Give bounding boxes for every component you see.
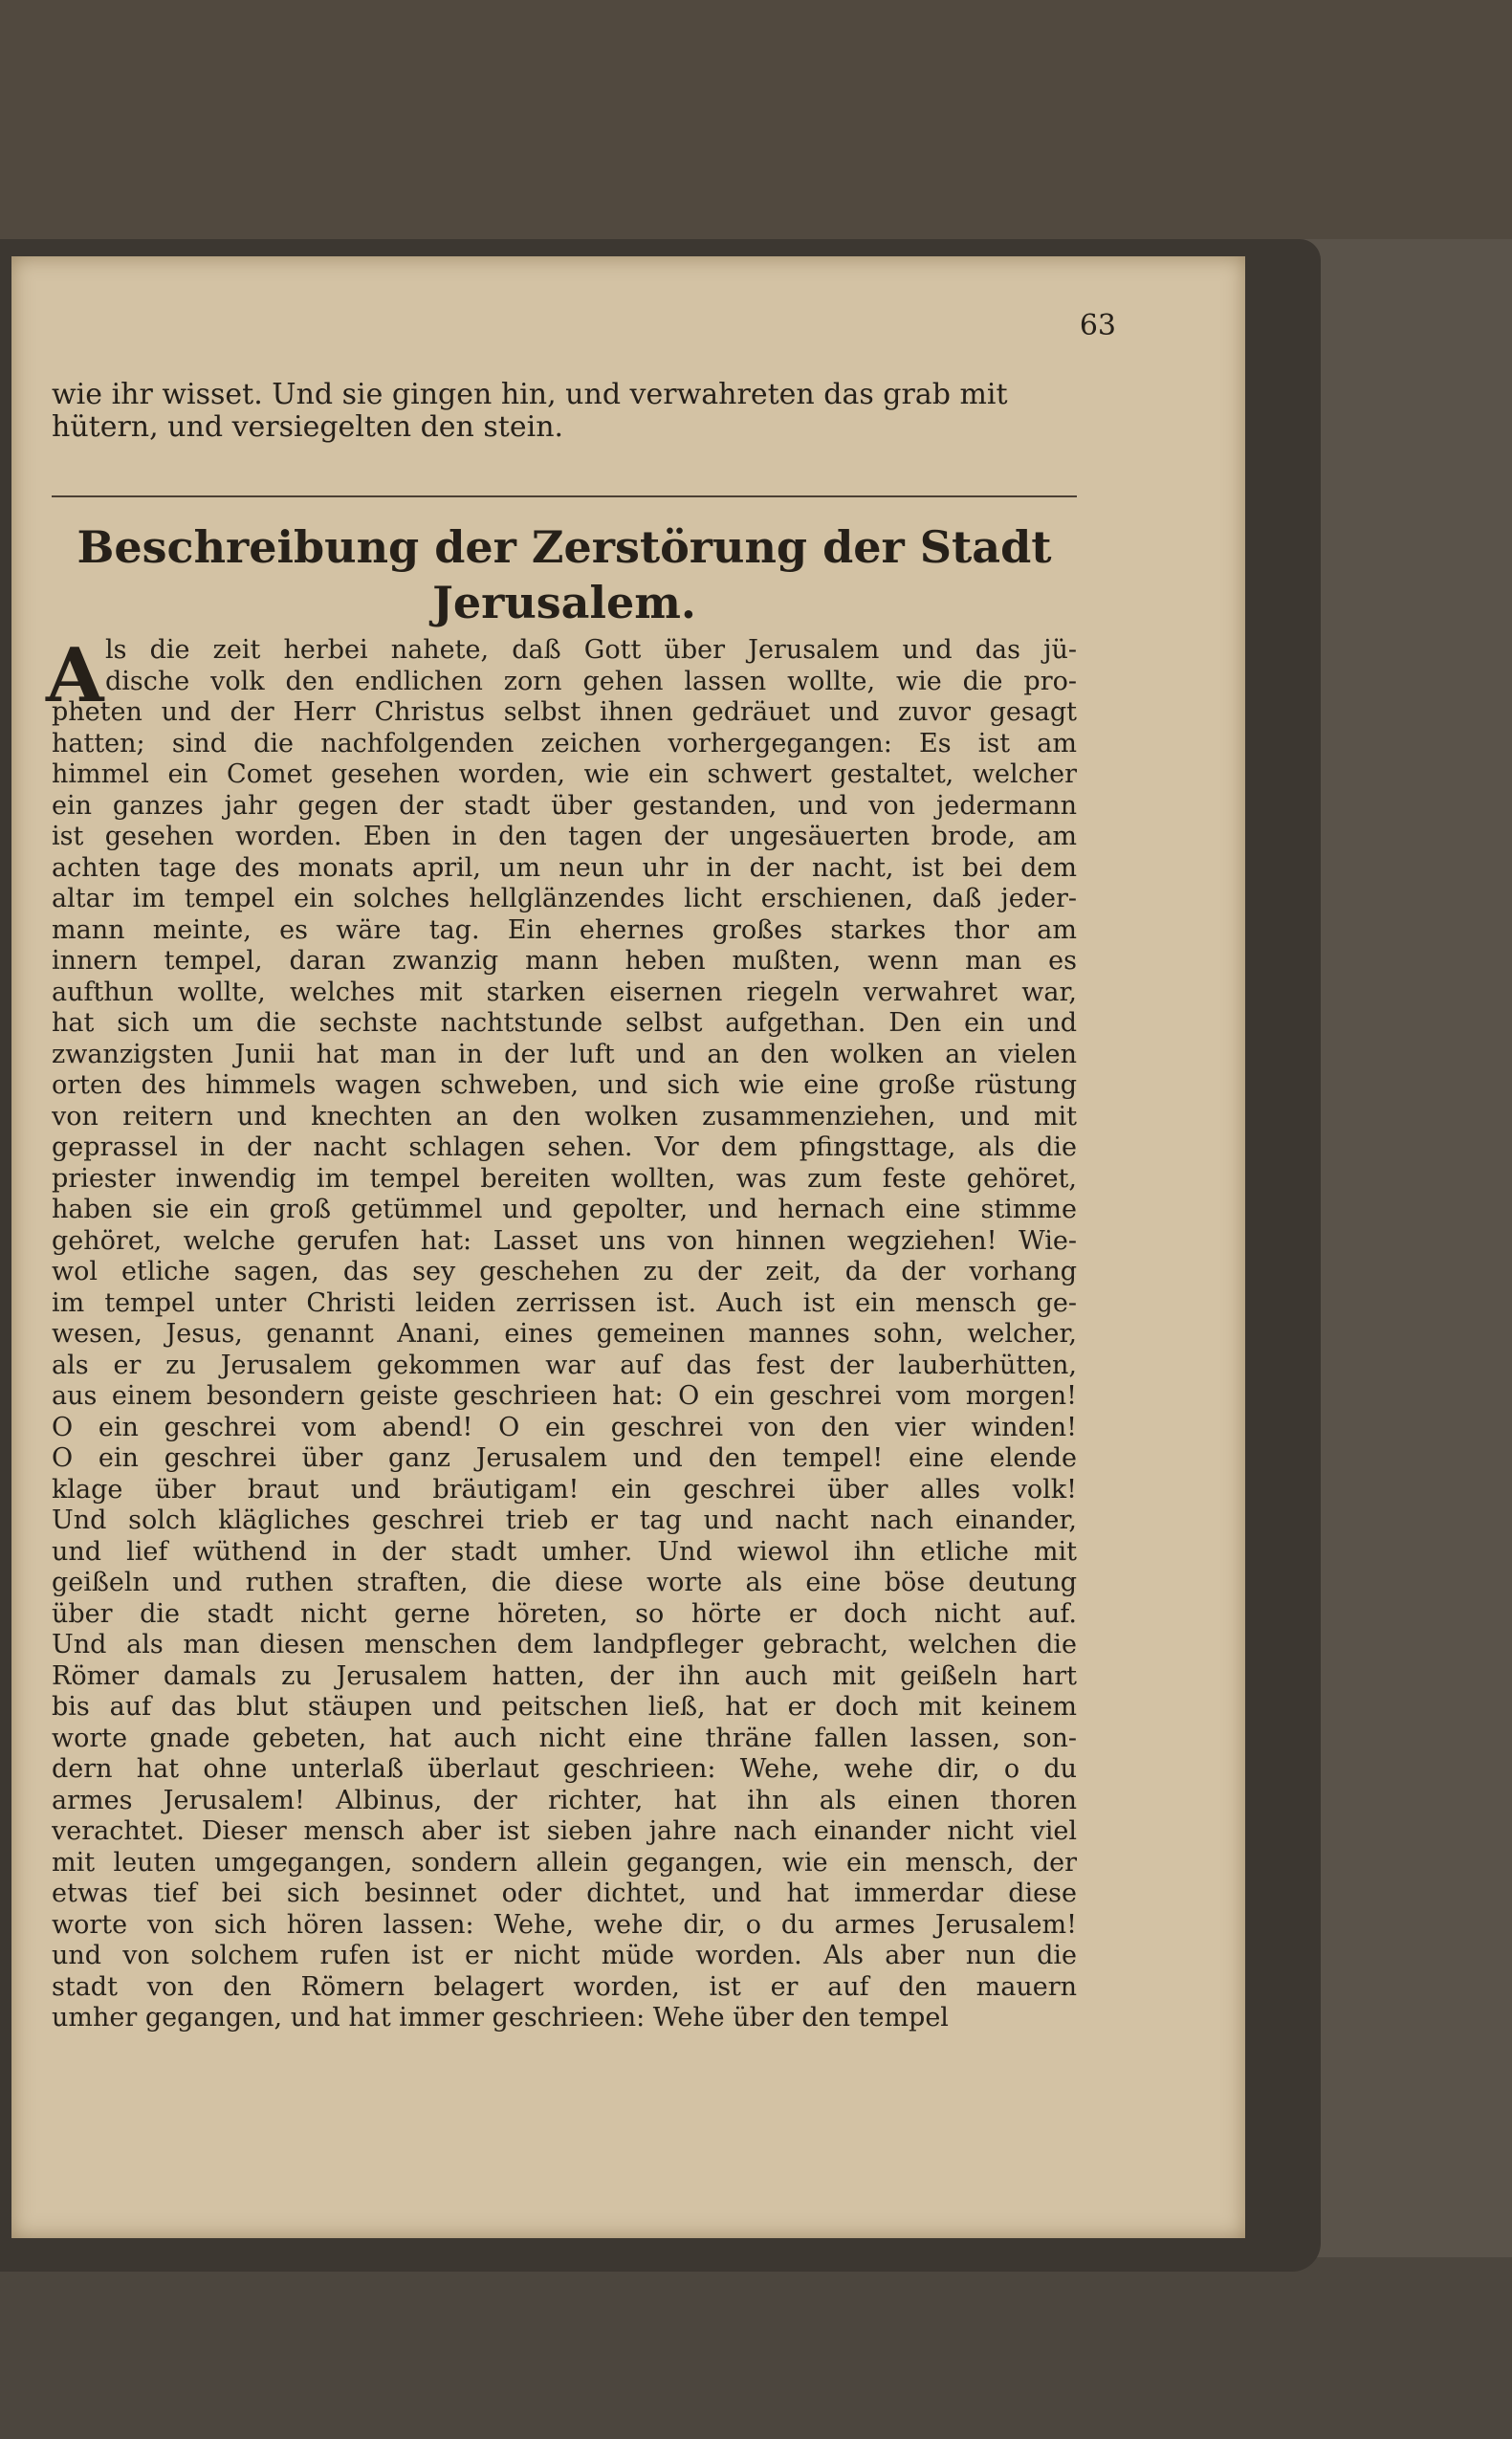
body-line: dische volk den endlichen zorn gehen lassen wollte, wie die pro-	[105, 666, 1077, 696]
page-number: 63	[1079, 309, 1116, 342]
body-line: armes Jerusalem! Albinus, der richter, hat ihn als einen thoren	[52, 1785, 1077, 1815]
body-line: Römer damals zu Jerusalem hatten, der ihn auch mit geißeln hart	[52, 1660, 1077, 1691]
body-line: pheten und der Herr Christus selbst ihnen gedräuet und zuvor gesagt	[52, 697, 1077, 727]
body-line: O ein geschrei über ganz Jerusalem und den tempel! eine elende	[52, 1443, 1077, 1473]
body-line: innern tempel, daran zwanzig mann heben mußten, wenn man es	[52, 946, 1077, 976]
background-top	[0, 0, 1512, 239]
body-line: Und solch klägliches geschrei trieb er tag und nacht nach einander,	[52, 1505, 1077, 1535]
body-line: O ein geschrei vom abend! O ein geschrei von den vier winden!	[52, 1412, 1077, 1442]
body-line: worte gnade gebeten, hat auch nicht eine thräne fallen lassen, son-	[52, 1723, 1077, 1753]
section-heading	[52, 519, 1077, 630]
body-line: bis auf das blut stäupen und peitschen ließ, hat er doch mit keinem	[52, 1692, 1077, 1722]
intro-line: hütern, und versiegelten den stein.	[52, 410, 564, 444]
background-bottom	[0, 2257, 1512, 2439]
body-line: wol etliche sagen, das sey geschehen zu der zeit, da der vorhang	[52, 1257, 1077, 1286]
body-line: ist gesehen worden. Eben in den tagen der ungesäuerten brode, am	[52, 822, 1077, 851]
body-line: geprassel in der nacht schlagen sehen. Vor dem pfingsttage, als die	[52, 1132, 1077, 1162]
body-line: mit leuten umgegangen, sondern allein gegangen, wie ein mensch, der	[52, 1847, 1077, 1878]
body-line: dern hat ohne unterlaß überlaut geschrieen: Wehe, wehe dir, o du	[52, 1754, 1077, 1784]
body-line: haben sie ein groß getümmel und gepolter, und hernach eine stimme	[52, 1195, 1077, 1224]
body-line: gehöret, welche gerufen hat: Lasset uns von hinnen wegziehen! Wie-	[52, 1225, 1077, 1256]
body-line: mann meinte, es wäre tag. Ein ehernes großes starkes thor am	[52, 914, 1077, 945]
body-line: und lief wüthend in der stadt umher. Und wiewol ihn etliche mit	[52, 1536, 1077, 1567]
body-line: worte von sich hören lassen: Wehe, wehe dir, o du armes Jerusalem!	[52, 1909, 1077, 1940]
body-line: hatten; sind die nachfolgenden zeichen vorhergegangen: Es ist am	[52, 728, 1077, 758]
body-line: stadt von den Römern belagert worden, ist er auf den mauern	[52, 1971, 1077, 2002]
body-line: wesen, Jesus, genannt Anani, eines gemeinen mannes sohn, welcher,	[52, 1319, 1077, 1349]
body-line: und von solchem rufen ist er nicht müde worden. Als aber nun die	[52, 1941, 1077, 1970]
body-line: hat sich um die sechste nachtstunde selbst aufgethan. Den ein und	[52, 1008, 1077, 1038]
drop-cap: A	[46, 632, 104, 719]
body-line: umher gegangen, und hat immer geschrieen: Wehe über den tempel	[52, 2003, 949, 2032]
body-line: über die stadt nicht gerne höreten, so hörte er doch nicht auf.	[52, 1598, 1077, 1629]
body-line: geißeln und ruthen straften, die diese worte als eine böse deutung	[52, 1568, 1077, 1597]
book-page	[11, 256, 1245, 2238]
body-line: zwanzigsten Junii hat man in der luft und an den wolken an vielen	[52, 1039, 1077, 1069]
body-line: priester inwendig im tempel bereiten wollten, was zum feste gehöret,	[52, 1163, 1077, 1194]
body-line: aufthun wollte, welches mit starken eisernen riegeln verwahret war,	[52, 977, 1077, 1007]
body-paragraph	[52, 635, 1077, 2034]
body-line: verachtet. Dieser mensch aber ist sieben jahre nach einander nicht viel	[52, 1816, 1077, 1846]
body-line: orten des himmels wagen schweben, und sich wie eine große rüstung	[52, 1070, 1077, 1100]
body-line: altar im tempel ein solches hellglänzendes licht erschienen, daß jeder-	[52, 884, 1077, 913]
section-divider	[52, 495, 1077, 497]
body-line: klage über braut und bräutigam! ein geschrei über alles volk!	[52, 1474, 1077, 1505]
body-line: ls die zeit herbei nahete, daß Gott über Jerusalem und das jü-	[105, 635, 1077, 665]
body-line: aus einem besondern geiste geschrieen hat: O ein geschrei vom morgen!	[52, 1381, 1077, 1411]
body-line: im tempel unter Christi leiden zerrissen ist. Auch ist ein mensch ge-	[52, 1287, 1077, 1318]
heading-line: Jerusalem.	[432, 577, 696, 628]
body-line: als er zu Jerusalem gekommen war auf das fest der lauberhütten,	[52, 1350, 1077, 1380]
body-line: von reitern und knechten an den wolken zusammenziehen, und mit	[52, 1101, 1077, 1132]
body-line: Und als man diesen menschen dem landpfleger gebracht, welchen die	[52, 1630, 1077, 1659]
heading-line: Beschreibung der Zerstörung der Stadt	[77, 521, 1052, 573]
body-line: ein ganzes jahr gegen der stadt über gestanden, und von jedermann	[52, 790, 1077, 821]
intro-paragraph	[52, 379, 1077, 444]
body-line: etwas tief bei sich besinnet oder dichtet, und hat immerdar diese	[52, 1879, 1077, 1908]
body-line: achten tage des monats april, um neun uhr in der nacht, ist bei dem	[52, 852, 1077, 883]
body-line: himmel ein Comet gesehen worden, wie ein schwert gestaltet, welcher	[52, 759, 1077, 789]
intro-line: wie ihr wisset. Und sie gingen hin, und verwahreten das grab mit	[52, 378, 1008, 411]
